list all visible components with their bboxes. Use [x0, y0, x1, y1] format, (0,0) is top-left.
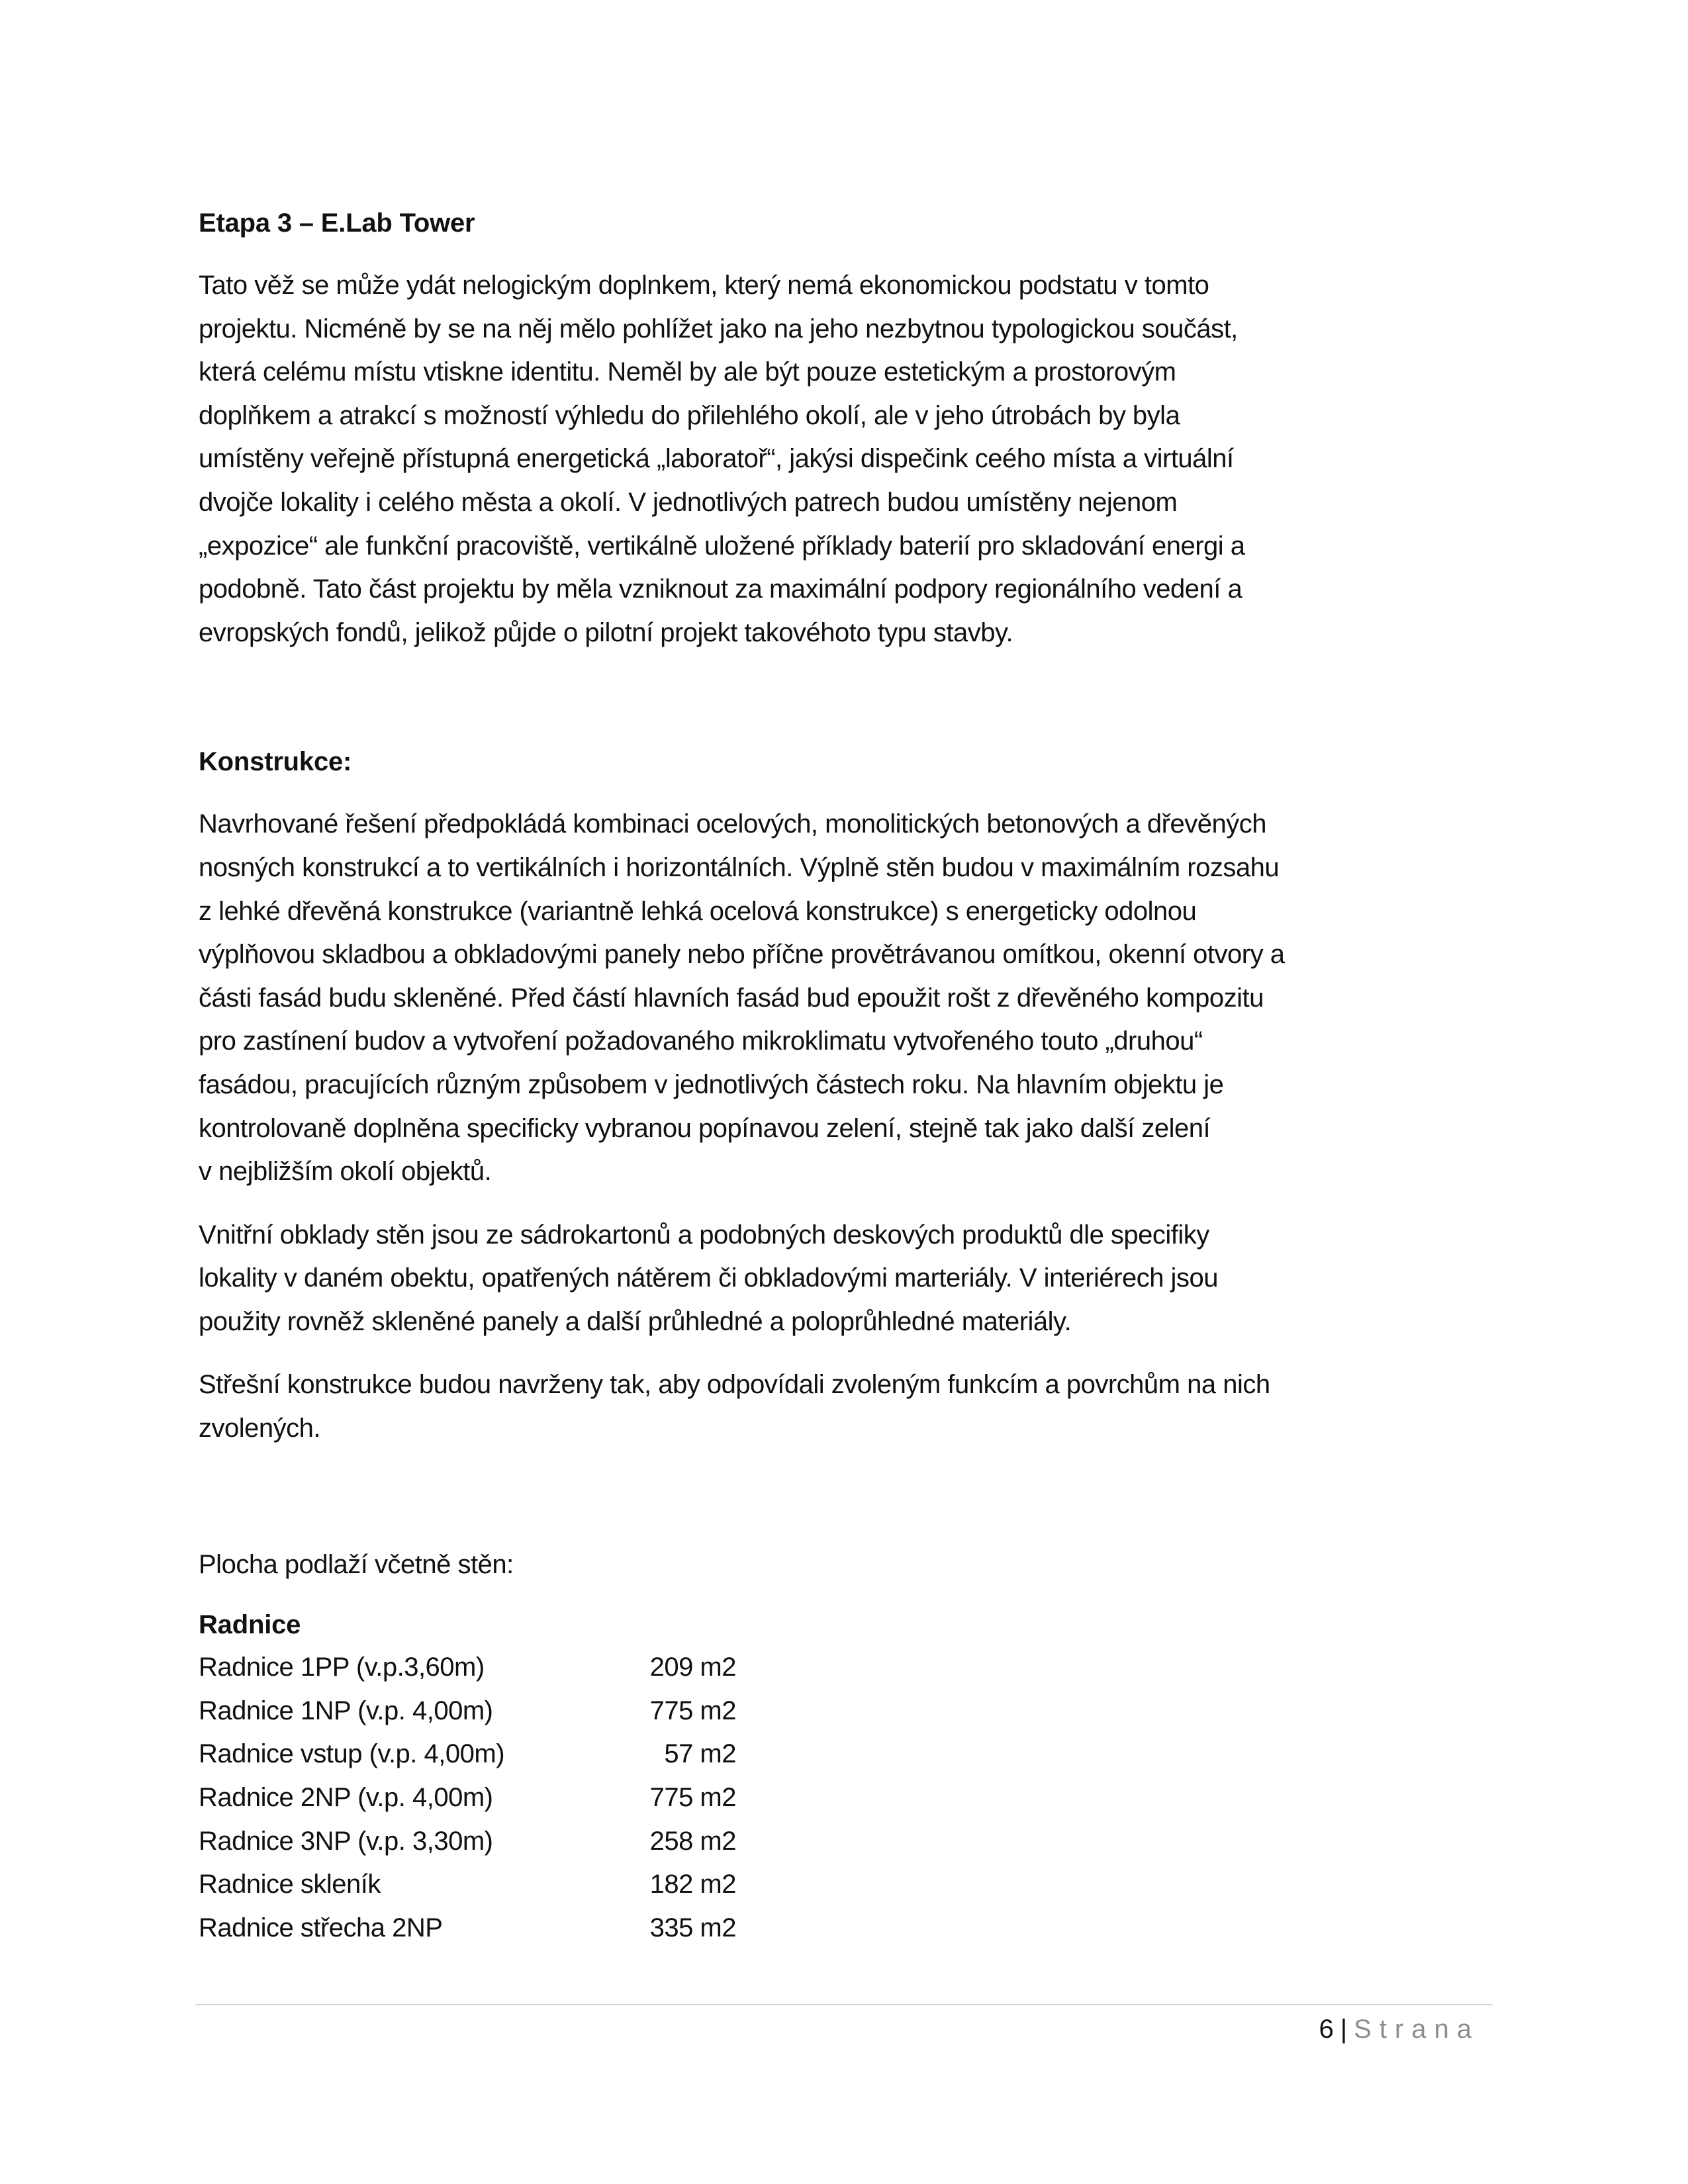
area-intro: Plocha podlaží včetně stěn:	[199, 1549, 514, 1579]
area-name: Radnice vstup (v.p. 4,00m)	[199, 1739, 505, 1769]
paragraph-line: v nejbližším okolí objektů.	[199, 1157, 492, 1187]
konstrukce-paragraph-2	[199, 1214, 1516, 1344]
paragraph-line: z lehké dřevěná konstrukce (variantně lehká ocelová konstrukce) s energeticky odolnou	[199, 896, 1197, 926]
page-number: 6	[1319, 2015, 1334, 2044]
paragraph-line: lokality v daném obektu, opatřených nátěrem či obkladovými marteriály. V interiérech jsou	[199, 1263, 1218, 1293]
konstrukce-paragraph-1	[199, 803, 1516, 1193]
paragraph-line: výplňovou skladbou a obkladovými panely nebo příčne provětrávanou omítkou, okenní otvory a	[199, 940, 1285, 970]
area-row	[199, 1820, 1516, 1864]
area-row	[199, 1646, 1516, 1690]
area-value: 57 m2	[664, 1739, 736, 1769]
area-name: Radnice 1NP (v.p. 4,00m)	[199, 1696, 493, 1725]
area-value: 775 m2	[649, 1696, 736, 1725]
etapa-paragraph	[199, 264, 1516, 655]
paragraph-line: Navrhované řešení předpokládá kombinaci ocelových, monolitických betonových a dřevěných	[199, 809, 1266, 839]
area-row	[199, 1776, 1516, 1820]
area-name: Radnice skleník	[199, 1870, 381, 1899]
area-name: Radnice střecha 2NP	[199, 1913, 443, 1942]
paragraph-line: pro zastínení budov a vytvoření požadovaného mikroklimatu vytvořeného touto „druhou“	[199, 1026, 1203, 1056]
paragraph-line: dvojče lokality i celého města a okolí. V jednotlivých patrech budou umístěny nejenom	[199, 487, 1178, 517]
paragraph-line: projektu. Nicméně by se na něj mělo pohlížet jako na jeho nezbytnou typologickou součást,	[199, 314, 1238, 343]
konstrukce-paragraph-3	[199, 1363, 1516, 1450]
area-name: Radnice 2NP (v.p. 4,00m)	[199, 1783, 493, 1813]
footer-separator: |	[1340, 2015, 1348, 2044]
paragraph-line: fasádou, pracujících různým způsobem v jednotlivých částech roku. Na hlavním objektu je	[199, 1069, 1224, 1099]
paragraph-line: části fasád budu skleněné. Před částí hlavních fasád bud epoužit rošt z dřevěného kompozitu	[199, 983, 1264, 1013]
section-heading-etapa: Etapa 3 – E.Lab Tower	[199, 208, 475, 238]
radnice-heading: Radnice	[199, 1610, 301, 1640]
area-value: 775 m2	[649, 1783, 736, 1813]
area-row	[199, 1690, 1516, 1733]
area-value: 335 m2	[649, 1913, 736, 1942]
paragraph-line: použity rovněž skleněné panely a další průhledné a poloprůhledné materiály.	[199, 1306, 1072, 1336]
area-row	[199, 1863, 1516, 1907]
area-row	[199, 1907, 1516, 1950]
section-heading-konstrukce: Konstrukce:	[199, 747, 352, 777]
footer-divider	[195, 2004, 1493, 2005]
paragraph-line: doplňkem a atrakcí s možností výhledu do přilehlého okolí, ale v jeho útrobách by byla	[199, 400, 1180, 430]
paragraph-line: která celému místu vtiskne identitu. Neměl by ale být pouze estetickým a prostorovým	[199, 357, 1176, 387]
area-name: Radnice 3NP (v.p. 3,30m)	[199, 1826, 493, 1856]
paragraph-line: Vnitřní obklady stěn jsou ze sádrokartonů a podobných deskových produktů dle specifiky	[199, 1220, 1209, 1250]
area-value: 258 m2	[649, 1826, 736, 1856]
area-name: Radnice 1PP (v.p.3,60m)	[199, 1653, 485, 1682]
paragraph-line: zvolených.	[199, 1414, 320, 1443]
area-table	[199, 1646, 1516, 1950]
paragraph-line: Tato věž se může ydát nelogickým doplnkem, který nemá ekonomickou podstatu v tomto	[199, 271, 1209, 300]
page-footer	[1319, 2009, 1480, 2049]
paragraph-line: Střešní konstrukce budou navrženy tak, aby odpovídali zvoleným funkcím a povrchům na nich	[199, 1370, 1270, 1400]
area-value: 182 m2	[649, 1870, 736, 1899]
page-label: Strana	[1354, 2015, 1479, 2044]
paragraph-line: kontrolovaně doplněna specificky vybranou popínavou zelení, stejně tak jako další zelení	[199, 1113, 1211, 1143]
paragraph-line: umístěny veřejně přístupná energetická „laboratoř“, jakýsi dispečink ceého místa a virtuální	[199, 444, 1234, 474]
document-page	[199, 195, 1516, 1950]
area-value: 209 m2	[649, 1653, 736, 1682]
paragraph-line: podobně. Tato část projektu by měla vzniknout za maximální podpory regionálního vedení a	[199, 574, 1243, 604]
area-row	[199, 1733, 1516, 1776]
paragraph-line: evropských fondů, jelikož půjde o pilotní projekt takovéhoto typu stavby.	[199, 617, 1013, 647]
paragraph-line: „expozice“ ale funkční pracoviště, vertikálně uložené příklady baterií pro skladování energi a	[199, 531, 1245, 561]
paragraph-line: nosných konstrukcí a to vertikálních i horizontálních. Výplně stěn budou v maximálním rozsahu	[199, 852, 1280, 882]
